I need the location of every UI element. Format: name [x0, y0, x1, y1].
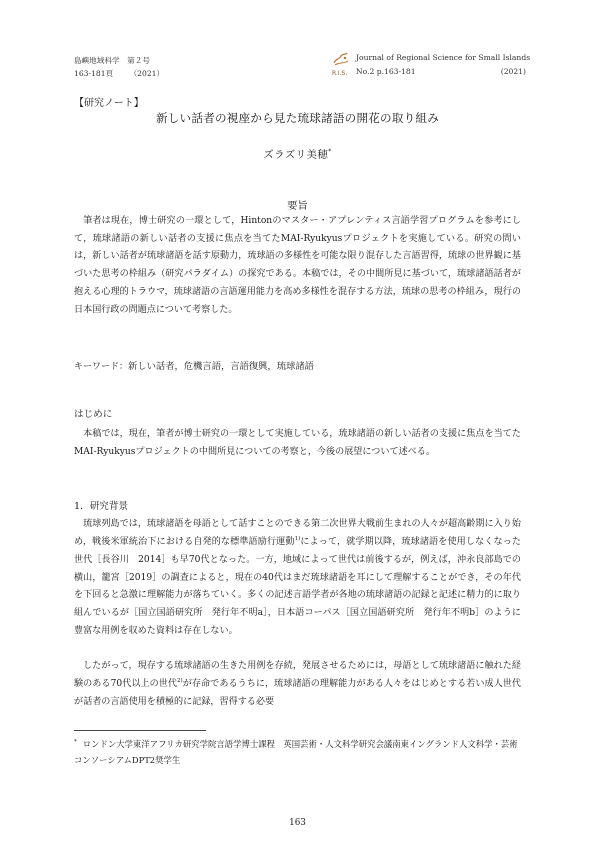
logo-text: R.I.S.: [332, 70, 348, 77]
keywords-label: キーワード：: [74, 362, 129, 372]
page-number: 163: [289, 818, 306, 828]
footnote-ref-1[interactable]: 1): [294, 535, 301, 542]
keywords-text: 新しい話者，危機言語，言語復興，琉球諸語: [128, 361, 314, 372]
intro-paragraph: 本稿では，現在，筆者が博士研究の一環として実施している，琉球諸語の新しい話者の支援に焦点を当てたMAI-Ryukyusプロジェクトの中間所見についての考察と，今後の展望について述べる。: [74, 429, 521, 457]
section-paragraph-2: [74, 658, 521, 712]
section-heading: 1．研究背景: [74, 501, 129, 512]
section-paragraph-1: [74, 516, 521, 641]
footnote: [74, 736, 521, 768]
intro-heading: はじめに: [74, 409, 113, 420]
article-type: 【研究ノート】: [74, 98, 144, 109]
paragraph-text: したがって，現存する琉球諸語の生きた用例を存続，発展させるためには，母語として琉球諸語に触れた経験のある70代以上の世代: [74, 661, 521, 689]
footnote-mark: *: [74, 739, 77, 746]
author-line: [74, 146, 521, 161]
footnote-ref-2[interactable]: 2): [177, 677, 183, 684]
year-jp: （2021）: [129, 69, 165, 78]
journal-name-en: Journal of Regional Science for Small Islands: [356, 53, 531, 62]
author-name: ズラズリ美穂: [263, 149, 329, 161]
year-en: (2021): [500, 67, 526, 76]
article-title: 新しい話者の視座から見た琉球諸語の開花の取り組み: [155, 111, 440, 125]
pages-jp: 163-181頁: [74, 69, 114, 78]
author-footnote-mark: *: [328, 148, 332, 156]
paragraph-text: によって，就学期以降，琉球諸語を使用しなくなった世代［長谷川 2014］も早70代となった。一方，地域によって世代は前後するが，例えば，沖永良部島での横山，籠宮［2019］の調査によると，現在の40代はまだ琉球諸語を耳にして理解することができ，その年代を下回ると急激に理解能力が落ちていく。多くの記述言語学者が各地の琉球諸語の記録と記述に精力的に取り組んでいるが［国立国語研究所 発行年不明a］，日本語コーパス［国立国語研究所 発行年不明b］のように豊富な用例を収めた資料は存在しない。: [74, 536, 521, 637]
volume-en: No.2 p.163-181: [356, 67, 416, 76]
abstract-body: 筆者は現在，博士研究の一環として，Hintonのマスター・アプレンティス言語学習プログラムを参考にして，琉球諸語の新しい話者の支援に焦点を当てたMAI-Ryukyusプロジェクトを実施している。研究の問いは，新しい話者が琉球諸語を話す原動力，琉球語の多様性を可能な限り混存した言語習得，琉球の世界観に基づいた思考の枠組み（研究パラダイム）の探究である。本稿では，その中間所見に基づいて，琉球諸語話者が抱える心理的トラウマ，琉球諸語の言語運用能力を高め多様性を混存する方法，琉球の思考の枠組み，現行の日本国行政の問題点について考察した。: [74, 216, 521, 315]
island-logo-icon: [332, 50, 350, 68]
footnote-divider: [74, 730, 206, 731]
running-header-right: [330, 50, 531, 80]
pages-line-jp: [74, 67, 178, 80]
keywords-line: [74, 358, 314, 372]
journal-logo: [332, 50, 350, 78]
paragraph-text: が存命であるうちに，琉球諸語の理解能力がある人々をはじめとする若い成人世代が話者の言語使用を積極的に記録，習得する必要: [74, 678, 521, 707]
journal-name-jp: 島嶼地域科学 第２号: [74, 56, 150, 65]
running-header-left: [74, 54, 178, 80]
abstract-heading: 要旨: [287, 200, 308, 212]
paragraph-text: 琉球列島では，琉球諸語を母語として話すことのできる第二次世界大戦前生まれの人々が超高齢期に入り始め，戦後米軍統治下における自発的な標準語励行運動: [74, 519, 521, 547]
footnote-text: ロンドン大学東洋アフリカ研究学院言語学博士課程 英国芸術・人文科学研究会議南東イングランド人文科学・芸術コンソーシアムDPT2奨学生: [74, 739, 518, 765]
